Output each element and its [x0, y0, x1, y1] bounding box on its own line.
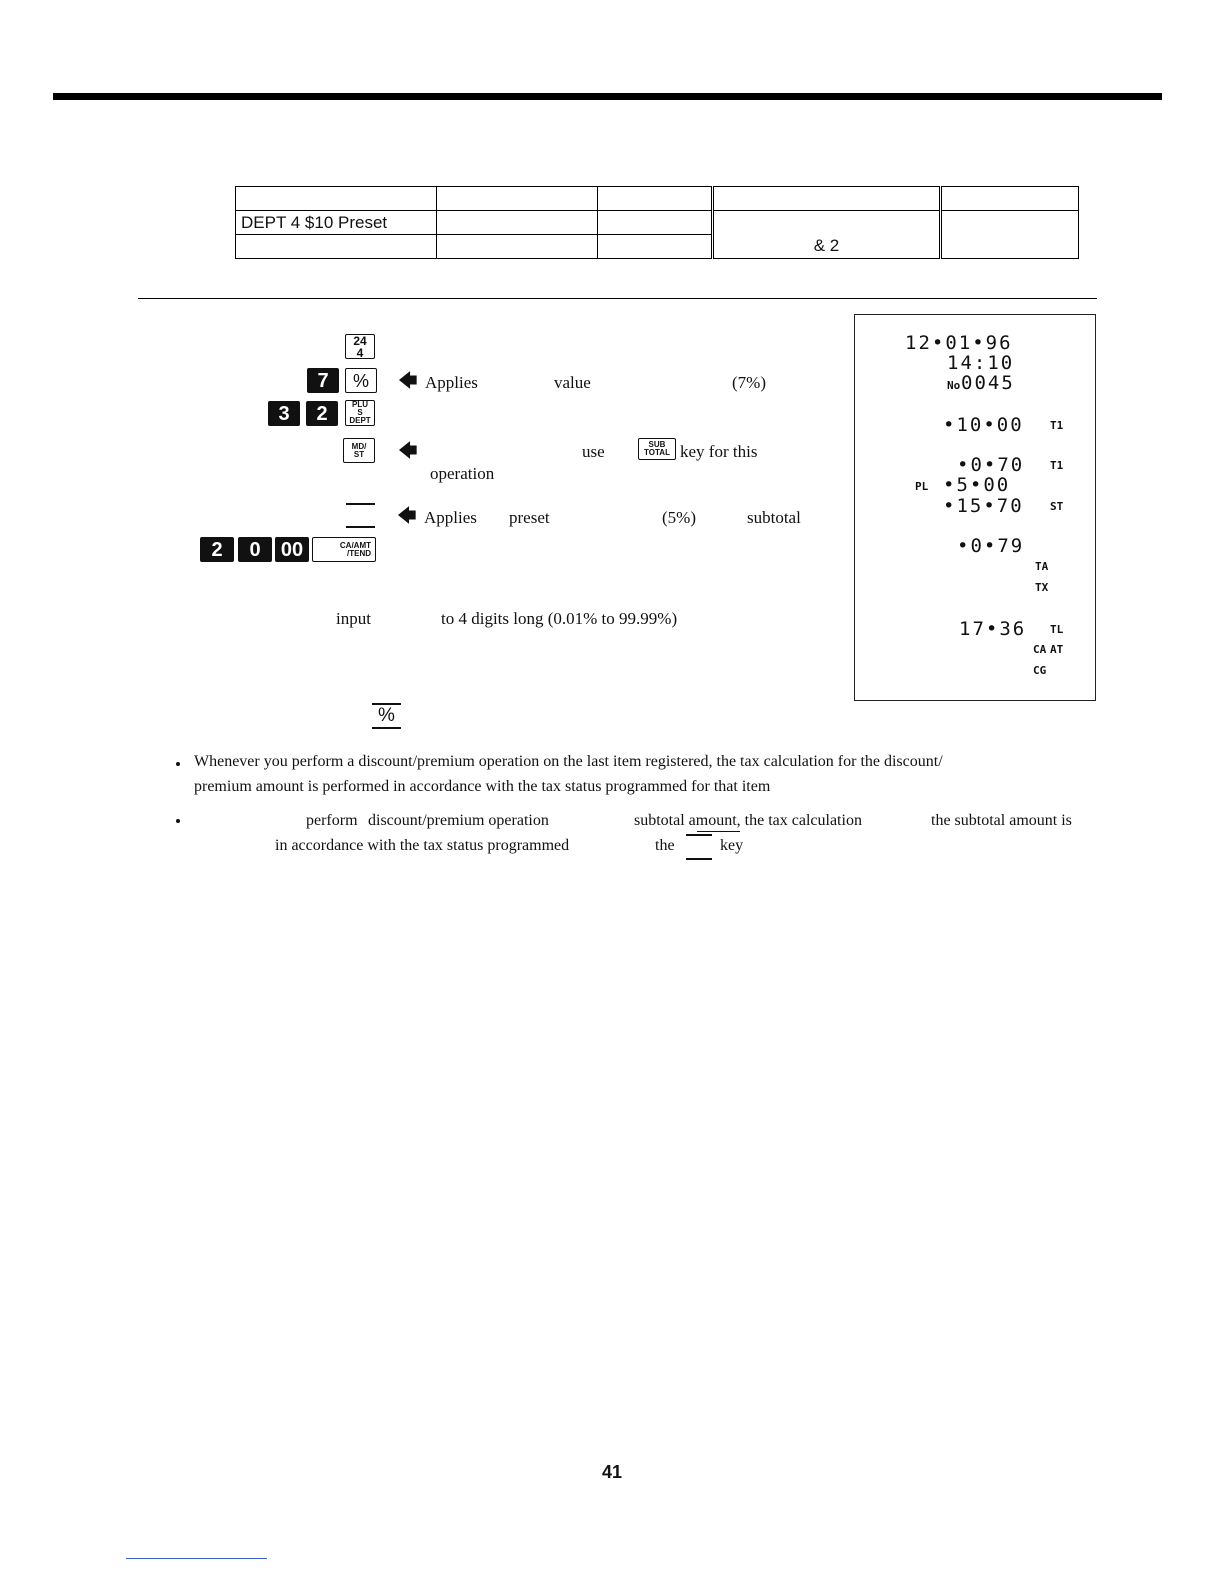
mdst-key-bottom-label: ST — [353, 449, 365, 459]
subtotal-key[interactable] — [638, 438, 676, 460]
note-key-for-this: key for this — [680, 442, 758, 461]
bullet-2-text-d: the subtotal amount is — [931, 812, 1072, 829]
table-cell — [437, 211, 598, 235]
receipt-discount-amount: •0•79 — [957, 535, 1025, 557]
bullet-2-text-c: subtotal amount, the tax calculation — [634, 812, 862, 829]
table-row — [236, 187, 1079, 211]
receipt-tax-symbol: T1 — [1050, 419, 1064, 432]
table-cell — [236, 187, 437, 211]
bullet-2-text-f: the — [655, 837, 675, 854]
receipt-plu-symbol: PL — [915, 480, 929, 493]
note-applies-preset-3: (5%) — [662, 508, 696, 527]
bullet-dot — [176, 762, 180, 766]
bullet-1-line-1: Whenever you perform a discount/premium operation on the last item registered, the tax calculation for the discount/ — [194, 753, 943, 770]
table-cell — [598, 235, 713, 259]
digit-2-key[interactable]: 2 — [200, 537, 234, 562]
receipt-total: 17•36 — [959, 618, 1027, 640]
table-cell — [598, 187, 713, 211]
receipt-change-symbol: CG — [1033, 664, 1047, 677]
page-number: 41 — [601, 1462, 623, 1482]
table-cell: & 2 — [713, 211, 941, 259]
note-input-digits: to 4 digits long (0.01% to 99.99%) — [441, 609, 678, 628]
bullet-2-text-e: in accordance with the tax status programmed — [275, 837, 570, 854]
receipt-subtotal-symbol: ST — [1050, 500, 1064, 513]
receipt-total-symbol: TL — [1050, 623, 1064, 636]
bullet-2-text-a: perform — [306, 812, 358, 829]
percent-legend-key: % — [378, 705, 395, 726]
arrow-left-icon: 🡄 — [397, 506, 417, 527]
cash-key-bottom-label: /TEND — [347, 548, 371, 558]
table-cell — [437, 235, 598, 259]
md-st-key[interactable] — [343, 438, 375, 463]
dept-4-key[interactable] — [345, 334, 375, 359]
table-cell — [236, 235, 437, 259]
receipt-number: 0045 — [961, 372, 1015, 394]
note-input: input — [336, 609, 371, 628]
note-applies-preset-1: Applies — [424, 508, 477, 527]
bullet-1-line-2: premium amount is performed in accordance with the tax status programmed for that item — [194, 778, 771, 795]
cash-amount-tend-key[interactable] — [312, 537, 376, 562]
note-applies-preset-2: preset — [509, 508, 550, 527]
dept-key-bottom-label: 4 — [356, 345, 364, 360]
receipt-cash-symbol: CA — [1033, 643, 1047, 656]
plu-key-top-label: PLU — [352, 400, 368, 409]
subtotal-key-bottom-label: TOTAL — [644, 448, 670, 457]
receipt-date: 12•01•96 — [905, 332, 1013, 354]
plu-sdept-key[interactable] — [345, 400, 375, 426]
table-cell — [941, 211, 1079, 259]
note-operation: operation — [430, 464, 495, 483]
receipt — [854, 314, 1096, 701]
digit-2-key[interactable]: 2 — [306, 401, 338, 426]
arrow-left-icon: 🡄 — [398, 441, 418, 462]
bullet-dot — [176, 819, 180, 823]
note-use: use — [582, 442, 605, 461]
bullet-2-text-b: discount/premium operation — [368, 812, 549, 829]
blank-key-bottom-line — [346, 526, 375, 528]
digit-7-key[interactable]: 7 — [307, 368, 339, 393]
note-applies-preset-4: subtotal — [747, 508, 801, 527]
digit-3-key[interactable]: 3 — [268, 401, 300, 426]
blank-key-top-line — [346, 503, 375, 505]
receipt-premium-amount: •0•70 — [957, 454, 1025, 476]
mdst-key-top-label: MD/ — [351, 441, 367, 451]
subtotal-key-top-label: SUB — [648, 440, 666, 449]
underline-rule — [697, 831, 740, 832]
receipt-tax-symbol: T1 — [1050, 459, 1064, 472]
receipt-plu-amount: •5•00 — [943, 474, 1011, 496]
note-applies-value-1: Applies — [425, 373, 478, 392]
receipt-time: 14:10 — [947, 352, 1015, 374]
note-applies-value-2: value — [554, 373, 591, 392]
receipt-line-item-amount: •10•00 — [943, 414, 1024, 436]
table-cell — [713, 187, 941, 211]
blank-key-top-line — [686, 834, 712, 836]
blank-key-bottom-line — [686, 858, 712, 860]
dept-key-top-label: 24 — [353, 333, 367, 348]
top-rule — [53, 93, 1162, 100]
section-rule — [138, 298, 1097, 299]
table-cell — [598, 211, 713, 235]
receipt-taxable-symbol: TA — [1035, 560, 1049, 573]
receipt-amount-tend-symbol: AT — [1050, 643, 1064, 656]
table-cell — [437, 187, 598, 211]
bullet-2-text-g: key — [720, 837, 744, 854]
cash-key-top-label: CA/AMT — [339, 540, 371, 550]
receipt-subtotal: •15•70 — [943, 495, 1024, 517]
bottom-link-line — [126, 1558, 267, 1559]
receipt-tax-symbol: TX — [1035, 581, 1049, 594]
table-cell — [941, 187, 1079, 211]
arrow-left-icon: 🡄 — [398, 371, 418, 392]
digit-00-key[interactable]: 00 — [275, 537, 309, 562]
table-cell: DEPT 4 $10 Preset — [236, 211, 437, 235]
percent-key[interactable]: % — [345, 368, 377, 393]
digit-0-key[interactable]: 0 — [238, 537, 272, 562]
table-row — [236, 211, 1079, 235]
note-applies-value-3: (7%) — [732, 373, 766, 392]
receipt-no-symbol: No — [947, 379, 961, 392]
registration-table — [235, 186, 1079, 259]
percent-legend-bottom-line — [372, 727, 401, 729]
plu-key-bottom-label: S DEPT — [349, 408, 371, 425]
